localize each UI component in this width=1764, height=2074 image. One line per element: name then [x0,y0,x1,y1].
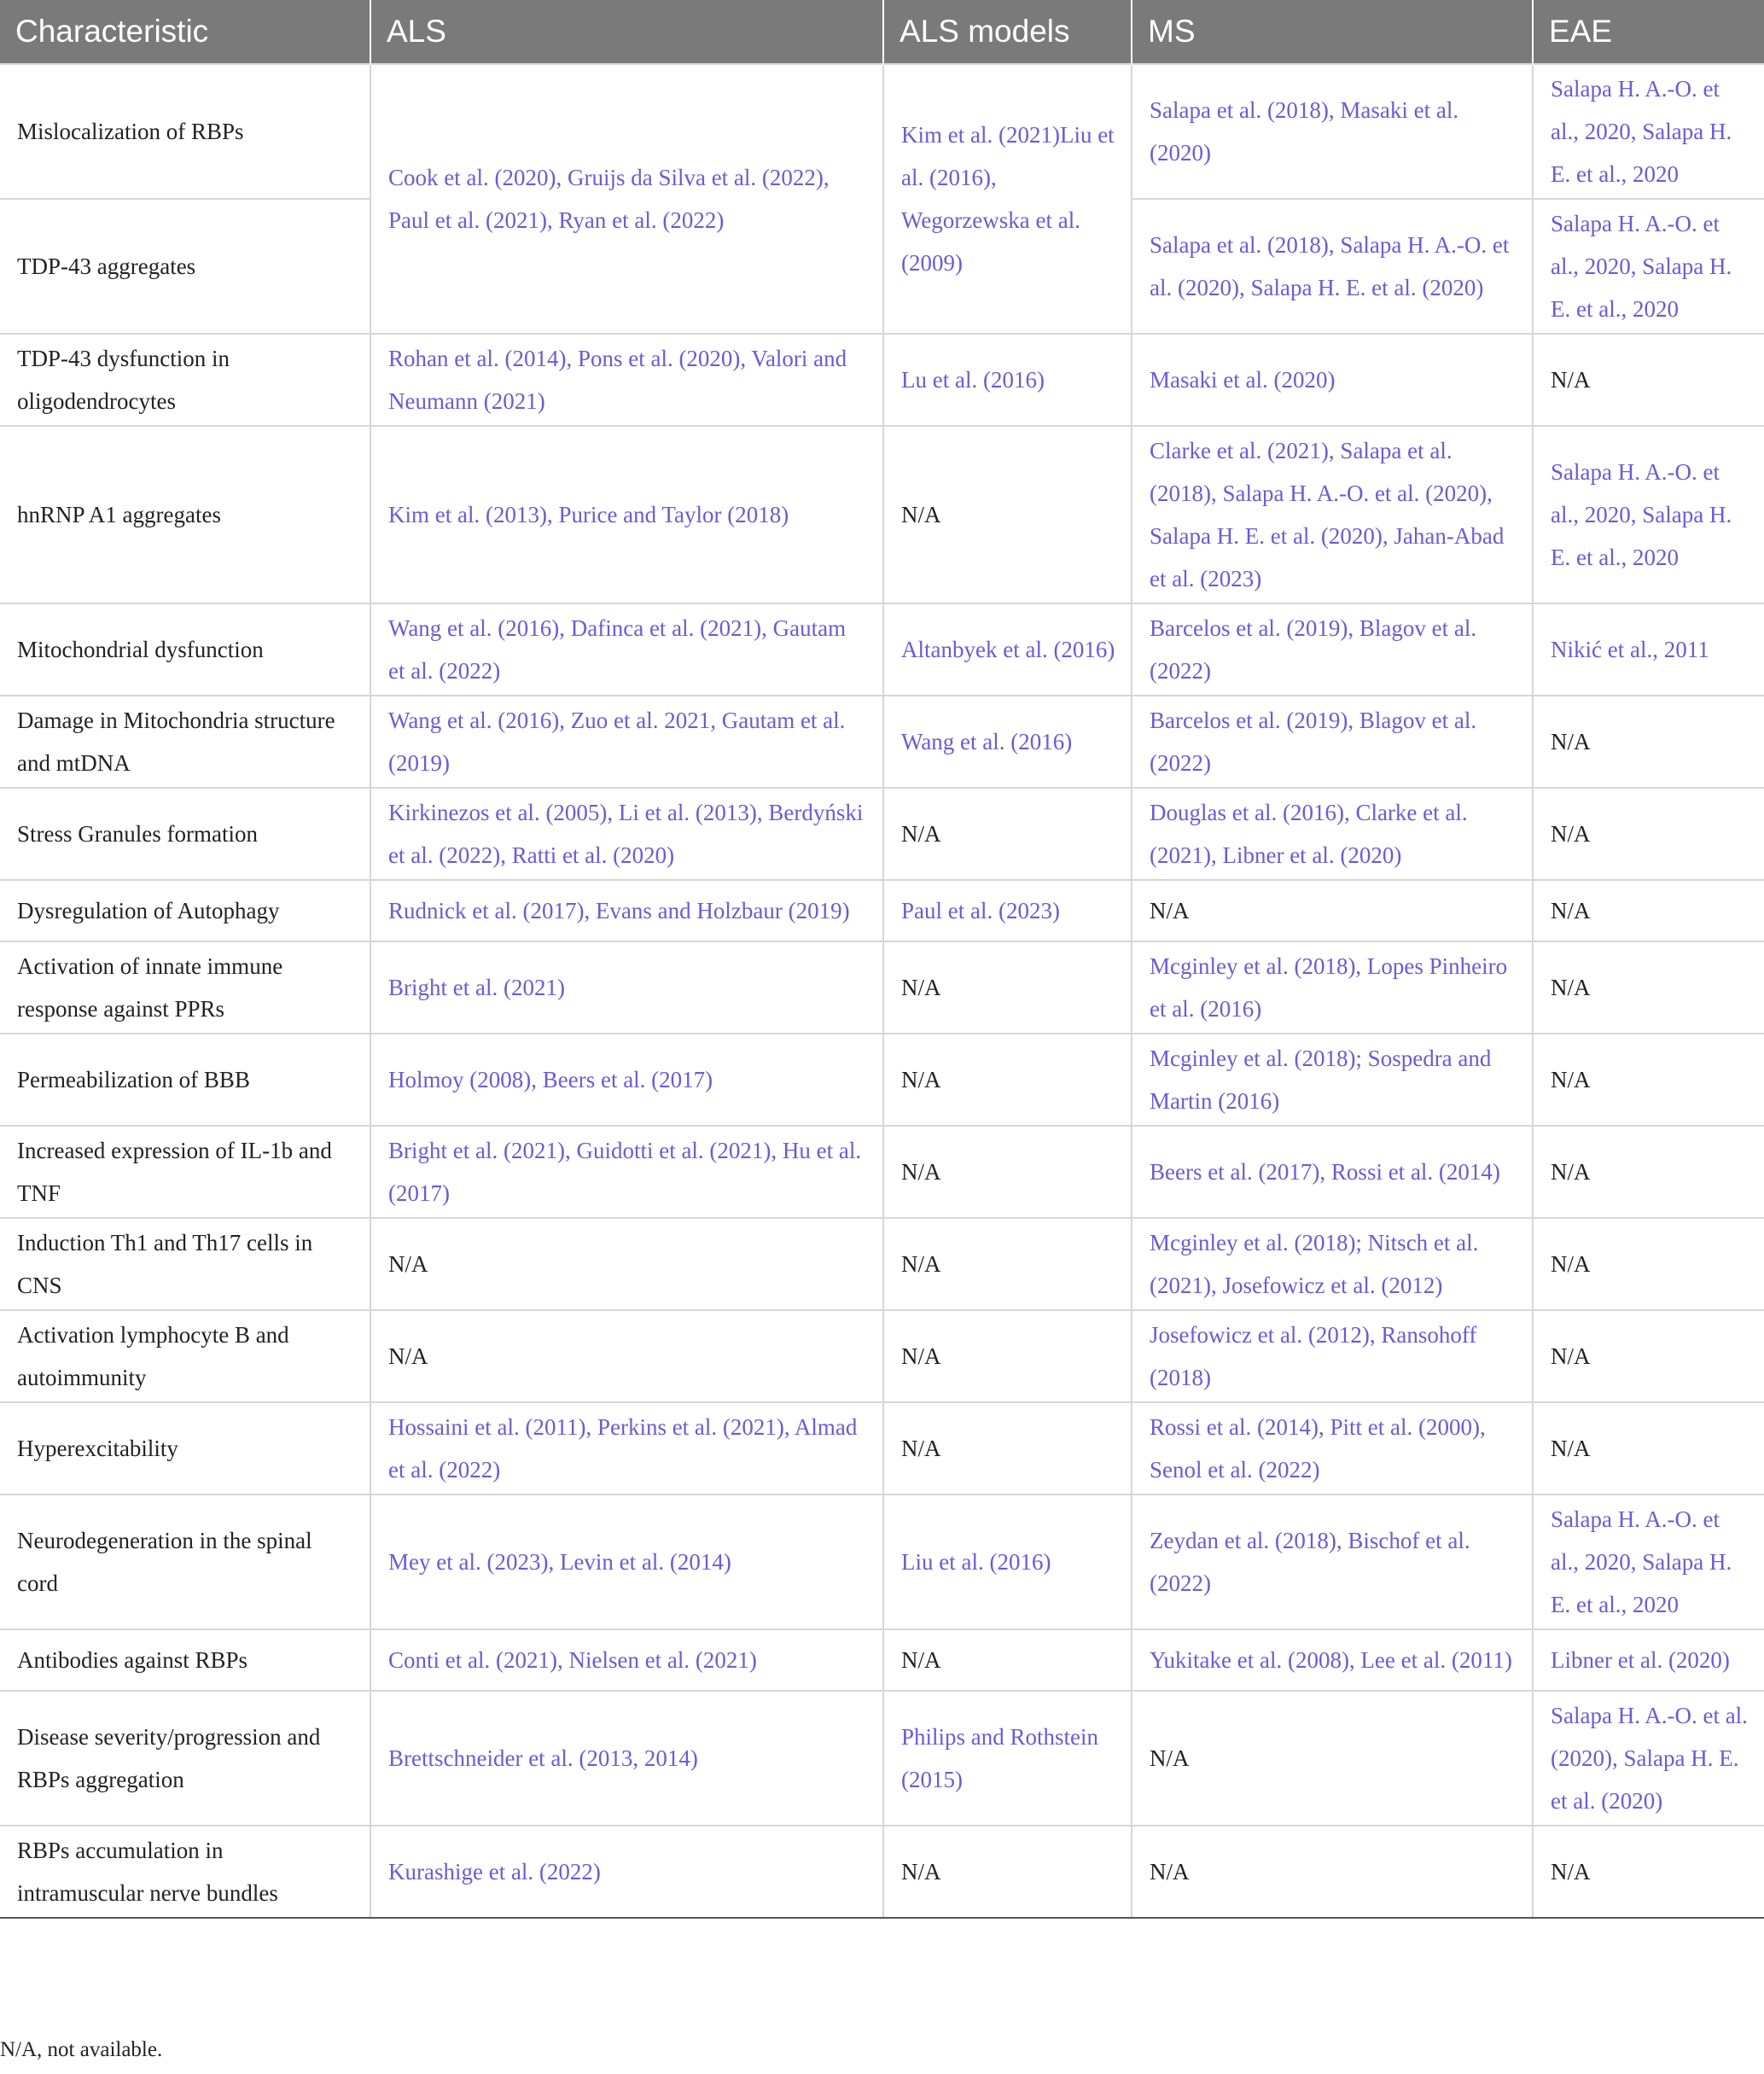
table-row [0,880,1764,941]
table-row [0,1126,1764,1218]
eae-cell: N/A [1533,788,1764,880]
als-models-cell: N/A [883,941,1132,1034]
characteristic-cell: Increased expression of IL-1b and TNF [0,1126,370,1218]
als-models-cell[interactable]: Lu et al. (2016) [883,334,1132,426]
als-models-cell: N/A [883,1034,1132,1126]
characteristic-cell: Antibodies against RBPs [0,1629,370,1691]
als-models-cell: N/A [883,1218,1132,1310]
als-cell[interactable]: Holmoy (2008), Beers et al. (2017) [370,1034,883,1126]
table-row [0,1826,1764,1918]
als-models-cell: N/A [883,1126,1132,1218]
eae-cell: N/A [1533,1402,1764,1494]
als-cell[interactable]: Wang et al. (2016), Zuo et al. 2021, Gautam et al. (2019) [370,696,883,788]
header-als-models: ALS models [883,0,1132,64]
eae-cell[interactable]: Salapa H. A.-O. et al., 2020, Salapa H. E. et al., 2020 [1533,426,1764,603]
als-cell[interactable]: Rudnick et al. (2017), Evans and Holzbaur (2019) [370,880,883,941]
ms-cell[interactable]: Rossi et al. (2014), Pitt et al. (2000), Senol et al. (2022) [1132,1402,1533,1494]
table-row [0,603,1764,696]
als-cell[interactable]: Bright et al. (2021), Guidotti et al. (2021), Hu et al. (2017) [370,1126,883,1218]
eae-cell: N/A [1533,1126,1764,1218]
als-cell: N/A [370,1310,883,1402]
header-eae: EAE [1533,0,1764,64]
ms-cell[interactable]: Mcginley et al. (2018), Lopes Pinheiro et al. (2016) [1132,941,1533,1034]
table-row [0,1494,1764,1629]
als-cell[interactable]: Brettschneider et al. (2013, 2014) [370,1691,883,1826]
ms-cell[interactable]: Salapa et al. (2018), Masaki et al. (2020) [1132,64,1533,199]
characteristic-cell: Neurodegeneration in the spinal cord [0,1494,370,1629]
table-row [0,64,1764,199]
header-als: ALS [370,0,883,64]
characteristic-cell: Hyperexcitability [0,1402,370,1494]
als-cell[interactable]: Cook et al. (2020), Gruijs da Silva et al. (2022), Paul et al. (2021), Ryan et al. (2022) [370,64,883,334]
table-footnote: N/A, not available. [0,2038,163,2061]
als-cell[interactable]: Kurashige et al. (2022) [370,1826,883,1918]
eae-cell: N/A [1533,1826,1764,1918]
ms-cell: N/A [1132,1826,1533,1918]
characteristic-cell: TDP-43 aggregates [0,199,370,334]
eae-cell[interactable]: Salapa H. A.-O. et al., 2020, Salapa H. E. et al., 2020 [1533,199,1764,334]
als-cell[interactable]: Bright et al. (2021) [370,941,883,1034]
characteristic-cell: hnRNP A1 aggregates [0,426,370,603]
als-cell[interactable]: Hossaini et al. (2011), Perkins et al. (2021), Almad et al. (2022) [370,1402,883,1494]
ms-cell[interactable]: Masaki et al. (2020) [1132,334,1533,426]
table-row [0,1310,1764,1402]
als-cell[interactable]: Rohan et al. (2014), Pons et al. (2020), Valori and Neumann (2021) [370,334,883,426]
characteristic-cell: Permeabilization of BBB [0,1034,370,1126]
characteristic-cell: Mitochondrial dysfunction [0,603,370,696]
characteristic-cell: Dysregulation of Autophagy [0,880,370,941]
characteristic-cell: RBPs accumulation in intramuscular nerve bundles [0,1826,370,1918]
eae-cell[interactable]: Salapa H. A.-O. et al. (2020), Salapa H. E. et al. (2020) [1533,1691,1764,1826]
table-row [0,941,1764,1034]
ms-cell[interactable]: Mcginley et al. (2018); Nitsch et al. (2021), Josefowicz et al. (2012) [1132,1218,1533,1310]
als-cell[interactable]: Conti et al. (2021), Nielsen et al. (2021) [370,1629,883,1691]
characteristic-cell: Induction Th1 and Th17 cells in CNS [0,1218,370,1310]
eae-cell: N/A [1533,1218,1764,1310]
ms-cell[interactable]: Barcelos et al. (2019), Blagov et al. (2022) [1132,696,1533,788]
als-models-cell[interactable]: Paul et al. (2023) [883,880,1132,941]
als-models-cell: N/A [883,426,1132,603]
als-models-cell[interactable]: Philips and Rothstein (2015) [883,1691,1132,1826]
eae-cell: N/A [1533,941,1764,1034]
als-models-cell[interactable]: Liu et al. (2016) [883,1494,1132,1629]
table-row [0,1034,1764,1126]
ms-cell[interactable]: Mcginley et al. (2018); Sospedra and Martin (2016) [1132,1034,1533,1126]
ms-cell[interactable]: Beers et al. (2017), Rossi et al. (2014) [1132,1126,1533,1218]
header-characteristic: Characteristic [0,0,370,64]
table-row [0,696,1764,788]
header-row [0,0,1764,64]
characteristic-cell: Activation lymphocyte B and autoimmunity [0,1310,370,1402]
eae-cell: N/A [1533,1310,1764,1402]
als-cell[interactable]: Mey et al. (2023), Levin et al. (2014) [370,1494,883,1629]
ms-cell[interactable]: Clarke et al. (2021), Salapa et al. (2018), Salapa H. A.-O. et al. (2020), Salapa H. E. et al. (2020), Jahan-Abad et al. (2023) [1132,426,1533,603]
als-models-cell[interactable]: Kim et al. (2021)Liu et al. (2016), Wegorzewska et al. (2009) [883,64,1132,334]
als-models-cell: N/A [883,1826,1132,1918]
als-cell[interactable]: Kirkinezos et al. (2005), Li et al. (2013), Berdyński et al. (2022), Ratti et al. (2020) [370,788,883,880]
ms-cell[interactable]: Zeydan et al. (2018), Bischof et al. (2022) [1132,1494,1533,1629]
eae-cell[interactable]: Nikić et al., 2011 [1533,603,1764,696]
table-row [0,1218,1764,1310]
als-cell[interactable]: Wang et al. (2016), Dafinca et al. (2021), Gautam et al. (2022) [370,603,883,696]
eae-cell[interactable]: Salapa H. A.-O. et al., 2020, Salapa H. E. et al., 2020 [1533,1494,1764,1629]
ms-cell[interactable]: Barcelos et al. (2019), Blagov et al. (2022) [1132,603,1533,696]
eae-cell[interactable]: Salapa H. A.-O. et al., 2020, Salapa H. E. et al., 2020 [1533,64,1764,199]
table-row [0,788,1764,880]
characteristic-cell: Disease severity/progression and RBPs aggregation [0,1691,370,1826]
ms-cell[interactable]: Salapa et al. (2018), Salapa H. A.-O. et al. (2020), Salapa H. E. et al. (2020) [1132,199,1533,334]
eae-cell: N/A [1533,880,1764,941]
table-row [0,1691,1764,1826]
als-models-cell[interactable]: Wang et al. (2016) [883,696,1132,788]
ms-cell[interactable]: Josefowicz et al. (2012), Ransohoff (2018) [1132,1310,1533,1402]
ms-cell: N/A [1132,1691,1533,1826]
characteristic-cell: Activation of innate immune response against PPRs [0,941,370,1034]
eae-cell: N/A [1533,696,1764,788]
ms-cell: N/A [1132,880,1533,941]
characteristic-cell: Stress Granules formation [0,788,370,880]
table-row [0,426,1764,603]
header-ms: MS [1132,0,1533,64]
ms-cell[interactable]: Douglas et al. (2016), Clarke et al. (2021), Libner et al. (2020) [1132,788,1533,880]
table-row [0,1629,1764,1691]
characteristic-cell: Mislocalization of RBPs [0,64,370,199]
als-models-cell: N/A [883,1310,1132,1402]
table-row [0,334,1764,426]
characteristic-cell: TDP-43 dysfunction in oligodendrocytes [0,334,370,426]
als-cell: N/A [370,1218,883,1310]
ms-cell[interactable]: Yukitake et al. (2008), Lee et al. (2011) [1132,1629,1533,1691]
als-models-cell: N/A [883,788,1132,880]
eae-cell: N/A [1533,334,1764,426]
eae-cell[interactable]: Libner et al. (2020) [1533,1629,1764,1691]
characteristic-cell: Damage in Mitochondria structure and mtDNA [0,696,370,788]
table-row [0,1402,1764,1494]
eae-cell: N/A [1533,1034,1764,1126]
als-models-cell[interactable]: Altanbyek et al. (2016) [883,603,1132,696]
als-models-cell: N/A [883,1402,1132,1494]
als-cell[interactable]: Kim et al. (2013), Purice and Taylor (2018) [370,426,883,603]
als-models-cell: N/A [883,1629,1132,1691]
